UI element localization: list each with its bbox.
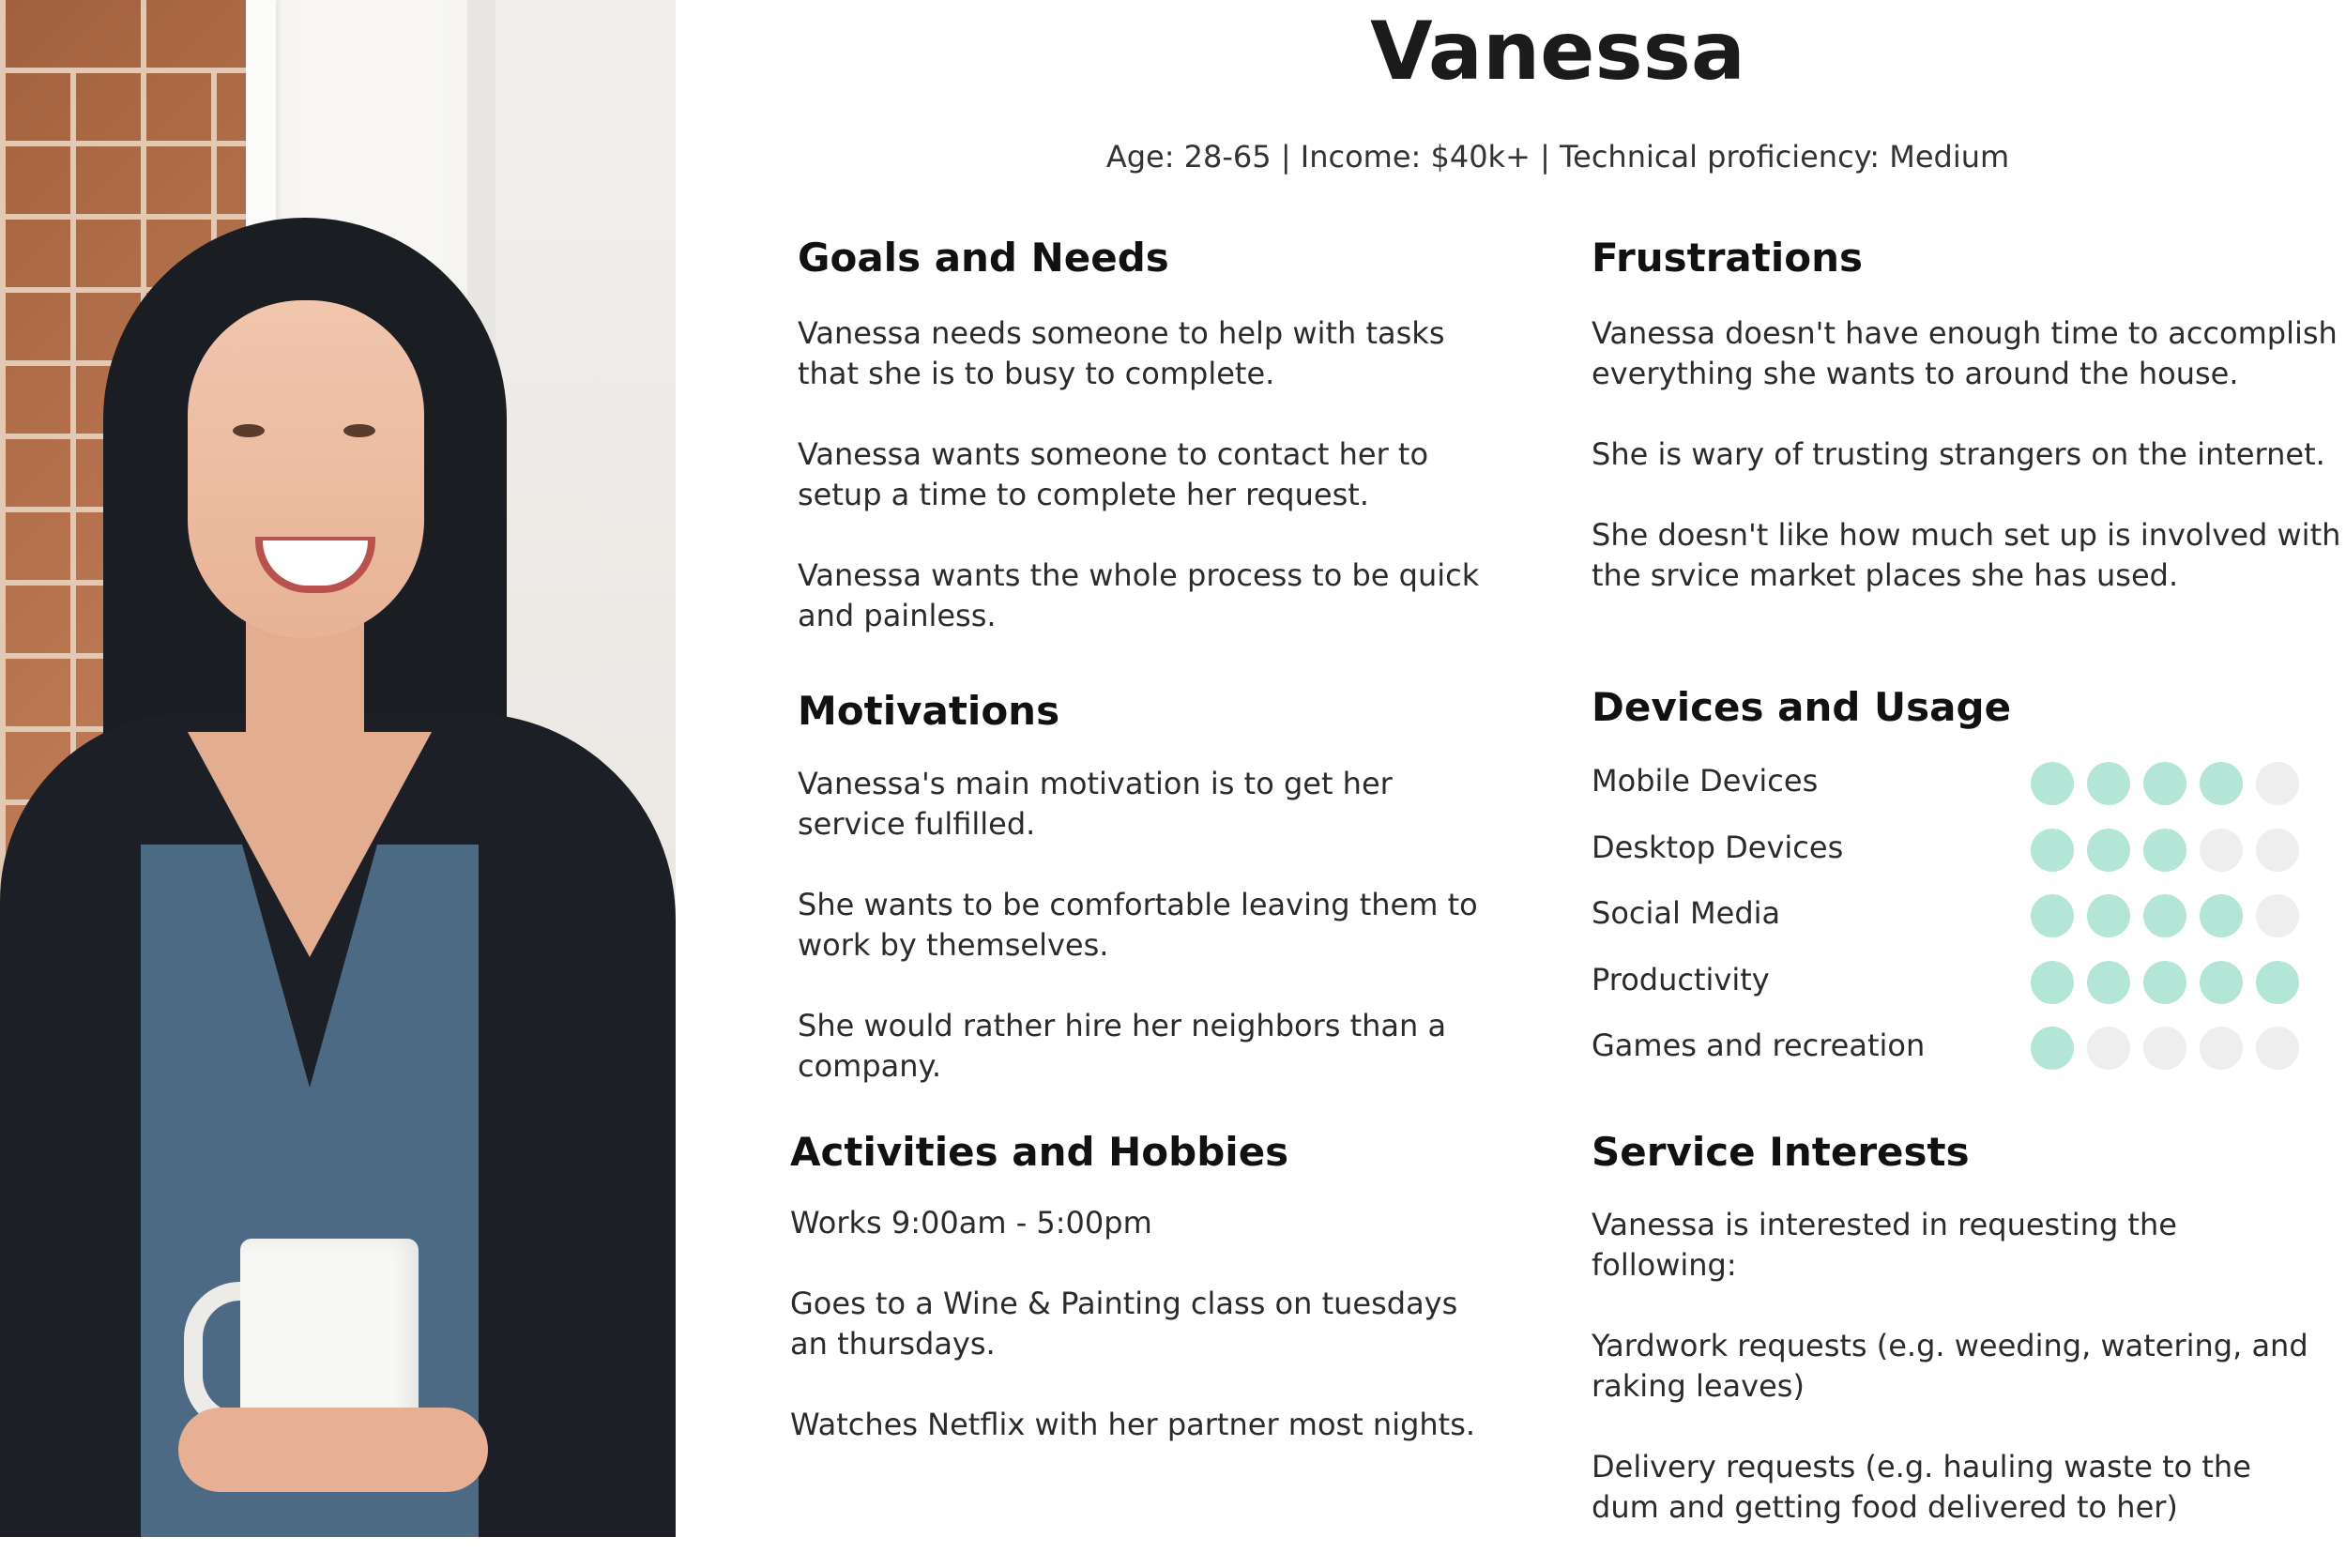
motivation-item: She wants to be comfortable leaving them to work by themselves. bbox=[798, 887, 1478, 963]
device-usage-row bbox=[1592, 760, 2305, 827]
rating-dot-filled bbox=[2031, 1027, 2074, 1070]
frustration-item: Vanessa doesn't have enough time to accomplish everything she wants to around the house. bbox=[1592, 315, 2338, 391]
rating-dot-filled bbox=[2087, 829, 2130, 872]
services-list bbox=[1592, 1205, 2323, 1568]
usage-rating bbox=[2031, 894, 2299, 937]
rating-dot-filled bbox=[2031, 829, 2074, 872]
rating-dot-filled bbox=[2256, 961, 2299, 1004]
goal-item: Vanessa wants someone to contact her to setup a time to complete her request. bbox=[798, 436, 1429, 512]
rating-dot-empty bbox=[2256, 1027, 2299, 1070]
devices-usage-list bbox=[1592, 760, 2305, 1091]
persona-demographics: Age: 28-65 | Income: $40k+ | Technical proficiency: Medium bbox=[1105, 139, 2010, 175]
rating-dot-empty bbox=[2087, 1027, 2130, 1070]
rating-dot-empty bbox=[2200, 1027, 2243, 1070]
services-heading: Service Interests bbox=[1592, 1129, 1970, 1175]
frustrations-heading: Frustrations bbox=[1592, 235, 1863, 281]
rating-dot-filled bbox=[2087, 762, 2130, 805]
devices-heading: Devices and Usage bbox=[1592, 684, 2012, 730]
activity-item: Watches Netflix with her partner most nights. bbox=[790, 1407, 1476, 1442]
rating-dot-empty bbox=[2256, 829, 2299, 872]
activity-item: Works 9:00am - 5:00pm bbox=[790, 1205, 1152, 1241]
activity-item: Goes to a Wine & Painting class on tuesdays an thursdays. bbox=[790, 1286, 1458, 1362]
device-usage-row bbox=[1592, 892, 2305, 959]
motivations-list bbox=[798, 764, 1492, 1127]
rating-dot-filled bbox=[2143, 829, 2186, 872]
motivation-item: Vanessa's main motivation is to get her service fulfilled. bbox=[798, 766, 1393, 842]
persona-eye bbox=[233, 424, 265, 437]
rating-dot-filled bbox=[2031, 762, 2074, 805]
rating-dot-filled bbox=[2087, 961, 2130, 1004]
goals-heading: Goals and Needs bbox=[798, 235, 1169, 281]
frustrations-list bbox=[1592, 313, 2342, 636]
activities-heading: Activities and Hobbies bbox=[790, 1129, 1289, 1175]
persona-photo bbox=[0, 0, 676, 1537]
rating-dot-filled bbox=[2143, 894, 2186, 937]
rating-dot-filled bbox=[2200, 894, 2243, 937]
device-usage-label: Games and recreation bbox=[1592, 1028, 1926, 1063]
persona-hands bbox=[178, 1408, 488, 1492]
service-item: Vanessa is interested in requesting the following: bbox=[1592, 1207, 2177, 1283]
frustration-item: She is wary of trusting strangers on the internet. bbox=[1592, 436, 2325, 472]
device-usage-label: Mobile Devices bbox=[1592, 763, 1819, 799]
rating-dot-filled bbox=[2087, 894, 2130, 937]
frustration-item: She doesn't like how much set up is involved with the srvice market places she has used. bbox=[1592, 517, 2341, 593]
rating-dot-empty bbox=[2200, 829, 2243, 872]
motivations-heading: Motivations bbox=[798, 688, 1060, 734]
device-usage-label: Desktop Devices bbox=[1592, 829, 1844, 865]
usage-rating bbox=[2031, 961, 2299, 1004]
device-usage-label: Social Media bbox=[1592, 895, 1781, 931]
rating-dot-filled bbox=[2143, 961, 2186, 1004]
device-usage-label: Productivity bbox=[1592, 961, 1770, 997]
rating-dot-filled bbox=[2031, 894, 2074, 937]
goal-item: Vanessa wants the whole process to be quick and painless. bbox=[798, 557, 1480, 633]
persona-eye bbox=[343, 424, 375, 437]
goal-item: Vanessa needs someone to help with tasks that she is to busy to complete. bbox=[798, 315, 1445, 391]
rating-dot-filled bbox=[2200, 961, 2243, 1004]
rating-dot-filled bbox=[2143, 762, 2186, 805]
rating-dot-filled bbox=[2200, 762, 2243, 805]
usage-rating bbox=[2031, 762, 2299, 805]
device-usage-row bbox=[1592, 827, 2305, 893]
persona-name: Vanessa bbox=[1370, 5, 1745, 99]
service-item: Delivery requests (e.g. hauling waste to the dum and getting food delivered to her) bbox=[1592, 1449, 2251, 1525]
activities-list bbox=[790, 1203, 1503, 1485]
usage-rating bbox=[2031, 1027, 2299, 1070]
device-usage-row bbox=[1592, 1025, 2305, 1091]
rating-dot-empty bbox=[2256, 762, 2299, 805]
rating-dot-filled bbox=[2031, 961, 2074, 1004]
motivation-item: She would rather hire her neighbors than a company. bbox=[798, 1008, 1447, 1084]
rating-dot-empty bbox=[2143, 1027, 2186, 1070]
usage-rating bbox=[2031, 829, 2299, 872]
goals-list bbox=[798, 313, 1492, 677]
device-usage-row bbox=[1592, 959, 2305, 1026]
service-item: Yardwork requests (e.g. weeding, watering, and raking leaves) bbox=[1592, 1328, 2308, 1404]
rating-dot-empty bbox=[2256, 894, 2299, 937]
